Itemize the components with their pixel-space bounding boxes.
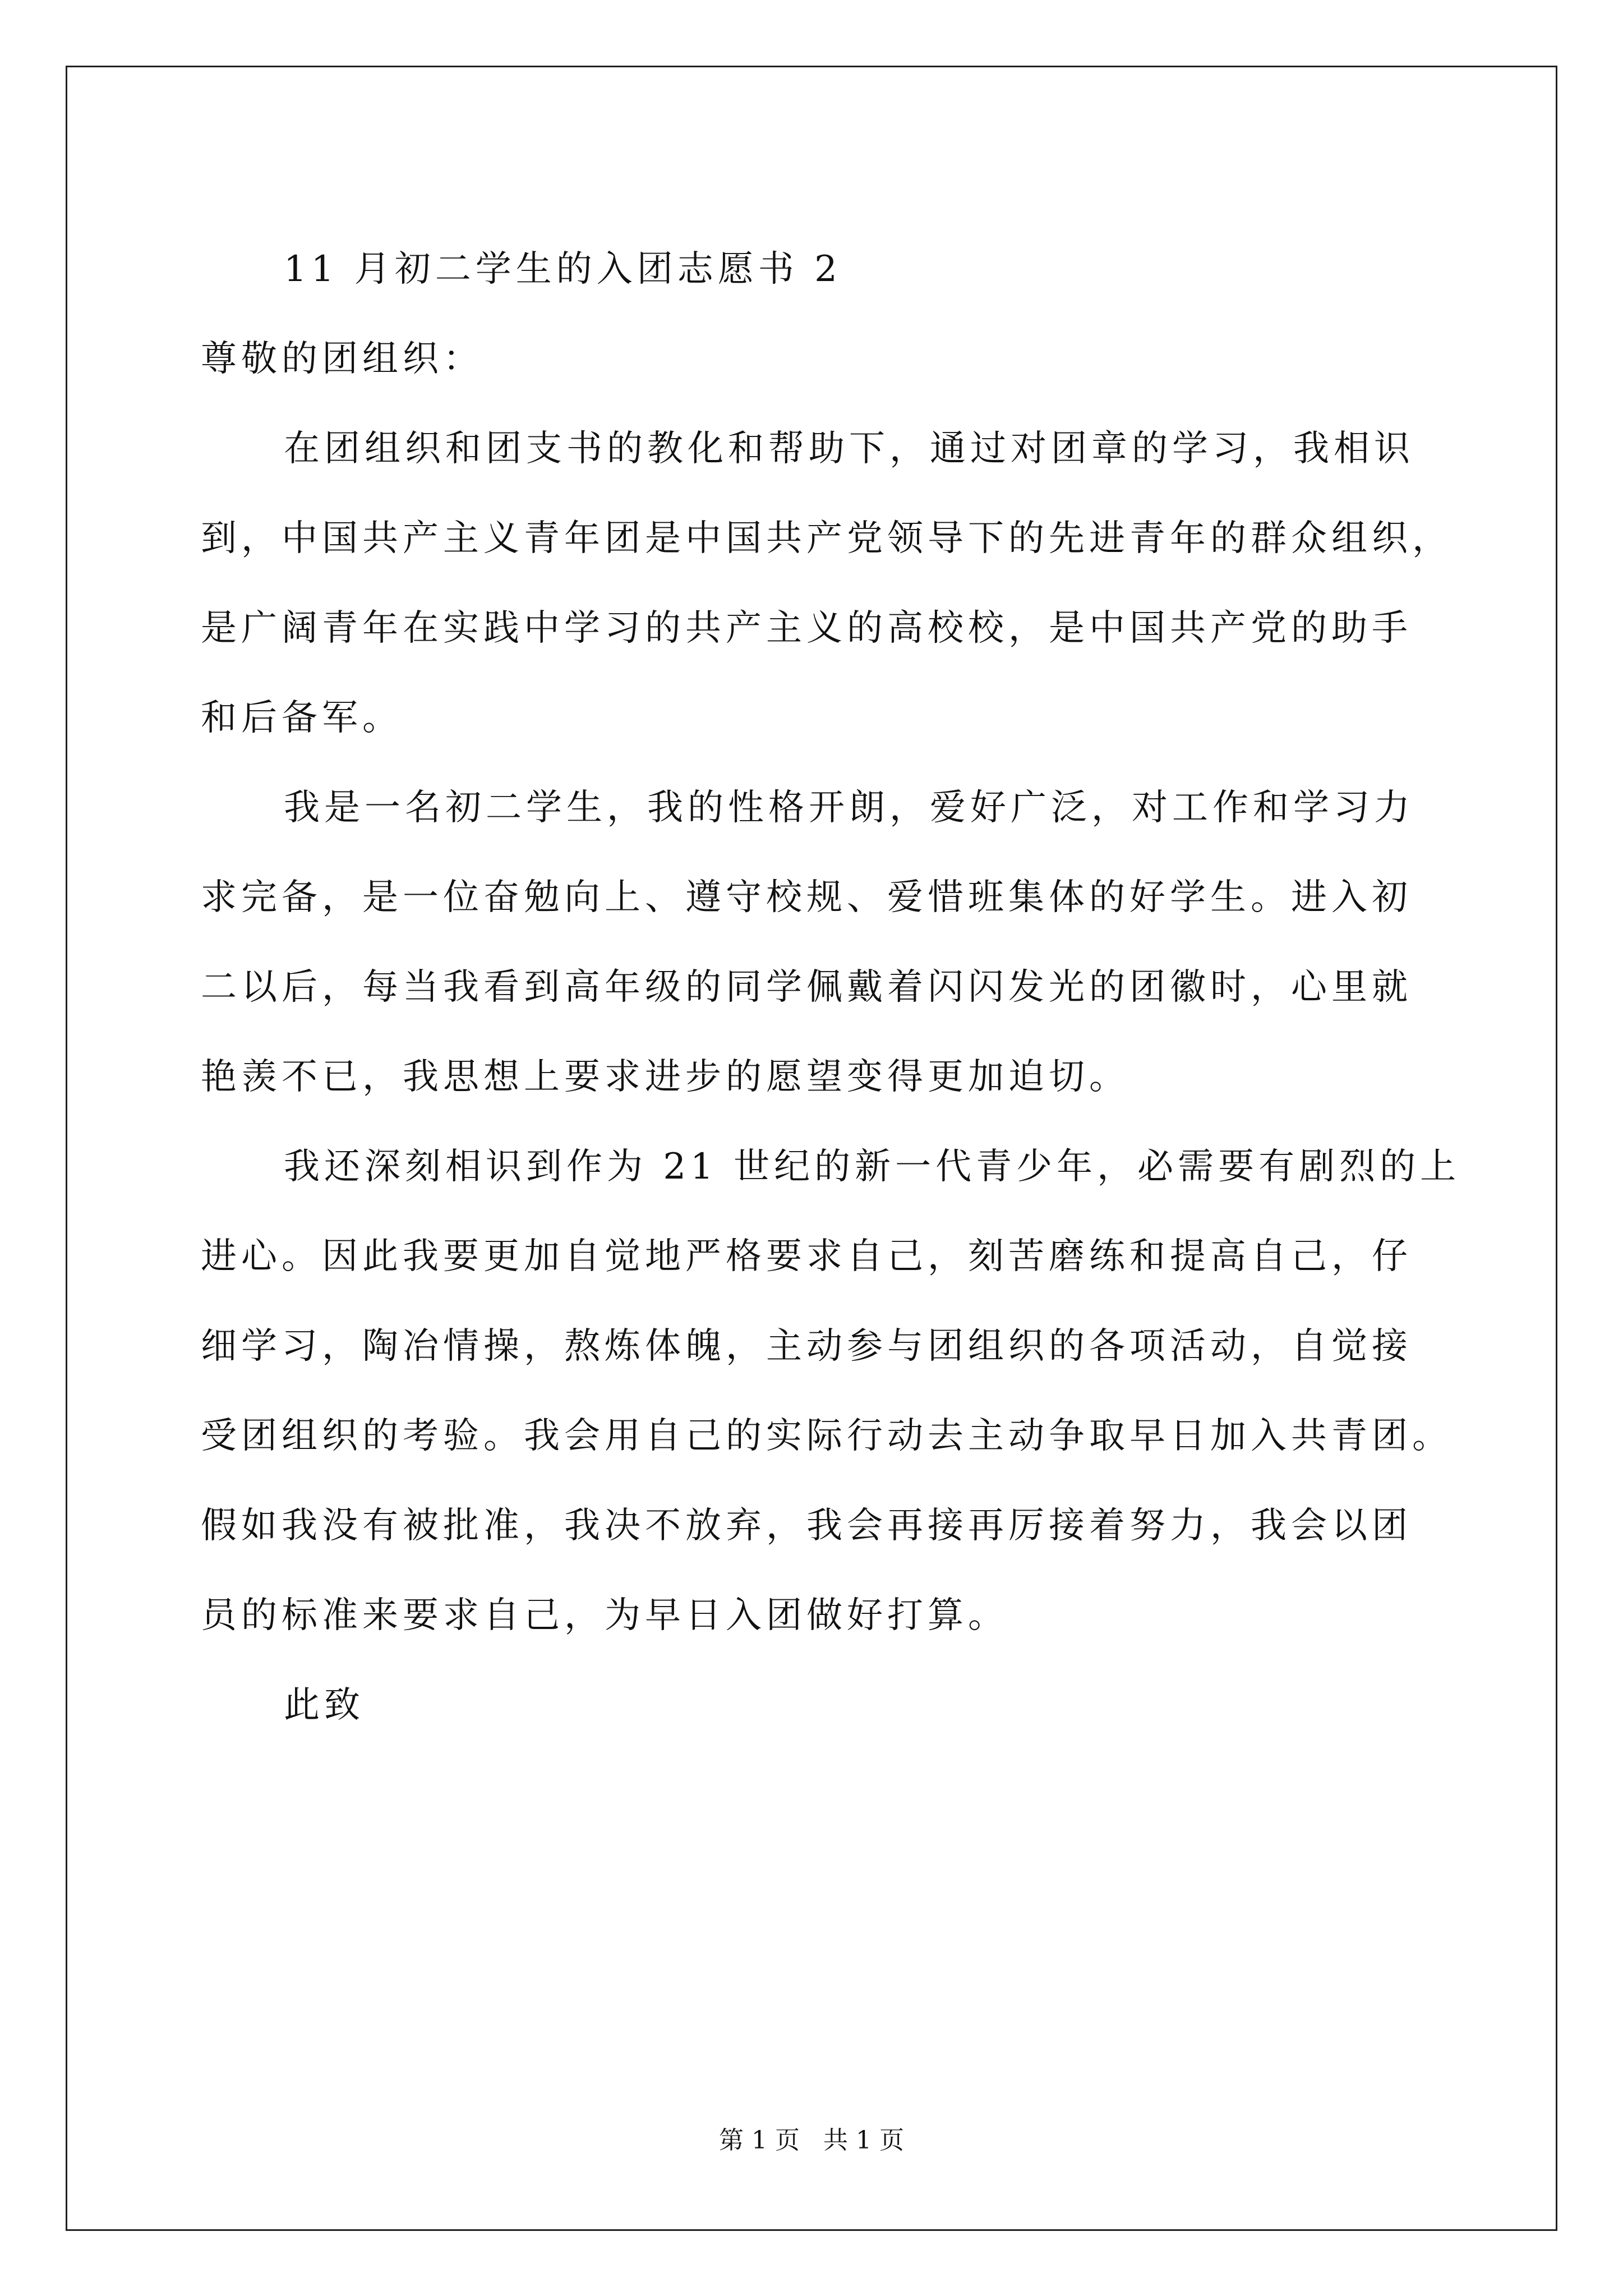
paragraph-3 — [201, 1122, 1461, 1660]
paragraph-line: 细学习，陶冶情操，熬炼体魄，主动参与团组织的各项活动，自觉接 — [201, 1326, 1412, 1367]
paragraph-line: 在团组织和团支书的教化和帮助下，通过对团章的学习，我相识 — [284, 428, 1414, 470]
paragraph-line: 到，中国共产主义青年团是中国共产党领导下的先进青年的群众组织， — [201, 518, 1453, 559]
paragraph-line: 我是一名初二学生，我的性格开朗，爱好广泛，对工作和学习力 — [284, 787, 1414, 829]
page-footer: 第 1 页 共 1 页 — [719, 2126, 904, 2155]
paragraph-line: 求完备，是一位奋勉向上、遵守校规、爱惜班集体的好学生。进入初 — [201, 877, 1412, 918]
paragraph-line: 艳羡不已，我思想上要求进步的愿望变得更加迫切。 — [201, 1056, 1129, 1098]
paragraph-line: 我还深刻相识到作为 21 世纪的新一代青少年，必需要有剧烈的上 — [284, 1146, 1461, 1188]
paragraph-line: 和后备军。 — [201, 697, 403, 739]
paragraph-line: 是广阔青年在实践中学习的共产主义的高校校，是中国共产党的助手 — [201, 608, 1412, 649]
closing: 此致 — [284, 1685, 365, 1726]
paragraph-1 — [201, 404, 1453, 763]
paragraph-2 — [201, 763, 1435, 1122]
paragraph-line: 假如我没有被批准，我决不放弃，我会再接再厉接着努力，我会以团 — [201, 1505, 1412, 1547]
paragraph-line: 受团组织的考验。我会用自己的实际行动去主动争取早日加入共青团。 — [201, 1415, 1453, 1457]
document-body — [201, 224, 1461, 1750]
paragraph-line: 二以后，每当我看到高年级的同学佩戴着闪闪发光的团徽时，心里就 — [201, 967, 1412, 1008]
paragraph-line: 员的标准来要求自己，为早日入团做好打算。 — [201, 1595, 1008, 1636]
salutation: 尊敬的团组织： — [201, 338, 483, 380]
document-title: 11 月初二学生的入团志愿书 2 — [284, 249, 842, 290]
paragraph-line: 进心。因此我要更加自觉地严格要求自己，刻苦磨练和提高自己，仔 — [201, 1236, 1412, 1277]
